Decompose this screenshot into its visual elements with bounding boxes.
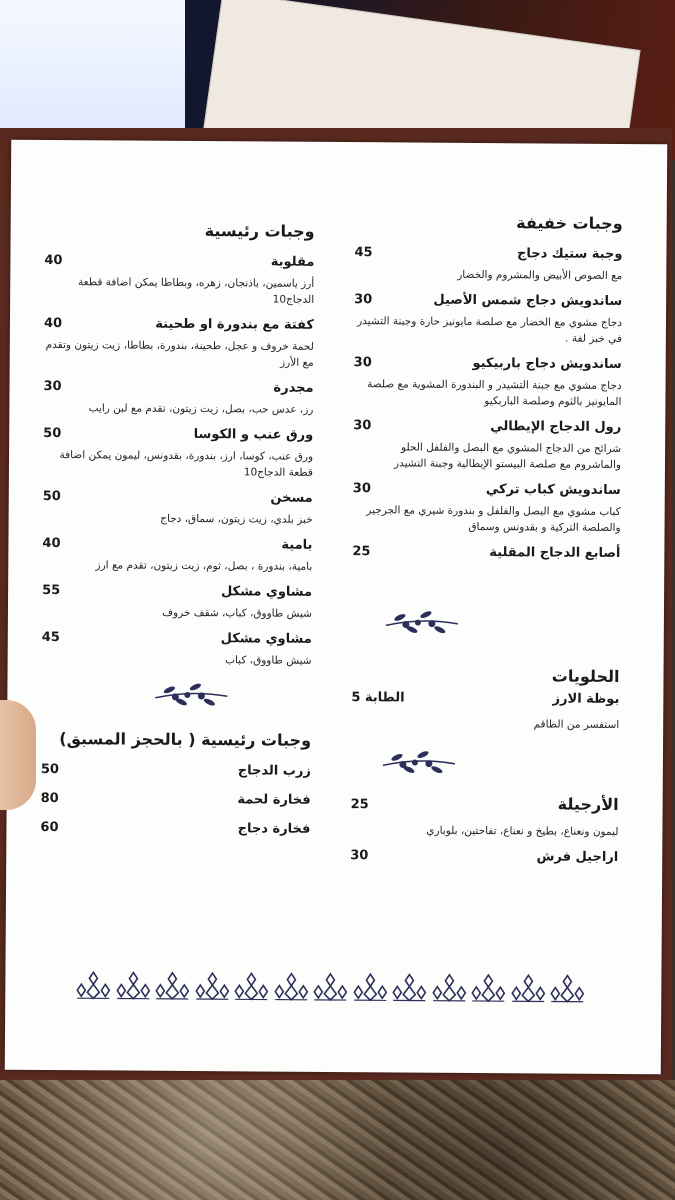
menu-item — [354, 292, 622, 347]
item-name: بامية — [281, 537, 313, 553]
section-title-reserved-meals: وجبات رئيسية ( بالحجز المسبق) — [59, 729, 312, 750]
menu-item — [43, 489, 313, 528]
item-price: 25 — [350, 797, 369, 813]
item-description: ليمون ونعناع، بطيخ و نعناع، تفاحتين، بلوباري — [426, 824, 619, 838]
item-name: ساندويش دجاج باربيكيو — [472, 355, 622, 372]
tatreez-motif-icon — [352, 972, 388, 1002]
item-name: فخارة دجاج — [237, 821, 311, 837]
item-description: شيش طاووق، كباب، شقف خروف — [162, 606, 312, 620]
menu-item — [350, 848, 618, 865]
section-title-desserts: الحلويات — [551, 666, 620, 686]
olive-branch-icon — [151, 678, 231, 713]
section-title-main-meals: وجبات رئيسية — [204, 221, 315, 241]
item-description: رز، عدس حب، بصل، زيت زيتون، تقدم مع لبن رايب — [88, 402, 314, 416]
item-price: 40 — [43, 315, 63, 332]
olive-branch-icon — [379, 745, 459, 780]
item-description: دجاج مشوي مع جبنة التشيدر و البندورة المشوية مع صلصة المايونيز بالثوم وصلصة الباربكيو — [367, 378, 622, 408]
item-name: ساندويش دجاج شمس الأصيل — [433, 292, 623, 309]
menu-item — [43, 379, 313, 418]
menu-item — [354, 245, 622, 284]
floor-shading — [0, 1080, 675, 1200]
menu-item — [42, 583, 312, 622]
item-price: 45 — [354, 245, 373, 261]
decorative-border — [75, 970, 585, 1006]
item-price: 30 — [43, 378, 62, 395]
tatreez-motif-icon — [470, 973, 506, 1003]
menu-item — [43, 426, 313, 481]
tatreez-motif-icon — [75, 970, 111, 1000]
item-price: 80 — [40, 790, 59, 807]
menu-item — [44, 253, 314, 308]
menu-item — [350, 793, 618, 840]
tatreez-motif-icon — [510, 973, 546, 1003]
item-description: بامية، بندورة ، بصل، ثوم، زيت زيتون، تقدم مع ارز — [95, 559, 313, 573]
item-name: مشاوي مشكل — [220, 584, 313, 600]
section-title-light-meals: وجبات خفيفة — [516, 213, 623, 233]
item-price: 50 — [43, 425, 62, 442]
item-description: لحمة خروف و عجل، طحينة، بندورة، بطاطا، زيت زيتون وتقدم مع الأرز — [45, 338, 314, 369]
section-title-hookah: الأرجيلة — [557, 794, 619, 814]
tatreez-motif-icon — [233, 971, 269, 1001]
menu-item — [42, 630, 312, 669]
item-name: فخارة لحمة — [237, 792, 311, 808]
menu-item — [44, 316, 314, 371]
tatreez-motif-icon — [194, 971, 230, 1001]
menu-item — [41, 791, 311, 808]
tatreez-motif-icon — [273, 972, 309, 1002]
item-name: رول الدجاج الإيطالي — [490, 419, 622, 435]
item-description: شيش طاووق، كباب — [225, 654, 312, 667]
item-name: اراجيل فرش — [536, 849, 619, 865]
menu-item — [352, 544, 620, 561]
item-price: الطابة 5 — [351, 690, 405, 706]
menu-item — [353, 355, 621, 410]
item-price: 55 — [42, 582, 61, 599]
menu-item — [40, 820, 310, 837]
item-name: مشاوي مشكل — [220, 631, 312, 647]
menu-item — [351, 690, 619, 733]
olive-branch-icon — [382, 605, 462, 640]
item-description: استفسر من الطاقم — [533, 718, 620, 731]
menu-item — [41, 762, 311, 779]
tatreez-motif-icon — [154, 971, 190, 1001]
item-name: وجبة ستيك دجاج — [516, 246, 623, 262]
item-name: مقلوبة — [270, 254, 315, 270]
tatreez-motif-icon — [312, 972, 348, 1002]
item-name: زرب الدجاج — [237, 763, 311, 779]
item-price: 40 — [42, 535, 61, 552]
item-price: 40 — [44, 252, 63, 269]
menu-item — [353, 418, 621, 473]
item-name: أصابع الدجاج المقلية — [489, 545, 621, 561]
tatreez-motif-icon — [549, 973, 585, 1003]
item-price: 50 — [42, 488, 61, 505]
item-price: 30 — [354, 292, 373, 308]
item-description: كباب مشوي مع البصل والفلفل و بندورة شيري مع الجرجير والصلصة التركية و بقدونس وسماق — [366, 504, 621, 534]
item-name: مجدرة — [273, 380, 314, 396]
item-price: 50 — [40, 761, 60, 778]
hand-thumb — [0, 700, 36, 810]
background-screen — [0, 0, 185, 140]
menu-item — [353, 481, 621, 536]
item-price: 45 — [41, 629, 60, 646]
item-description: مع الصوص الأبيض والمشروم والخضار — [457, 268, 623, 282]
item-price: 60 — [40, 819, 59, 836]
item-price: 30 — [352, 481, 371, 497]
item-name: كفتة مع بندورة او طحينة — [155, 316, 315, 333]
tatreez-motif-icon — [391, 972, 427, 1002]
item-description: ورق عنب، كوسا، ارز، بندورة، بقدونس، ليمون يمكن اضافة قطعة الدجاج10 — [59, 449, 314, 479]
item-price: 30 — [353, 418, 372, 434]
item-description: شرائح من الدجاج المشوي مع البصل والفلفل الحلو والماشروم مع صلصة البيستو الإيطالية وجبنة التشيدر — [393, 441, 622, 471]
item-description: أرز ياسمين، باذنجان، زهره، وبطاطا يمكن اضافة قطعة الدجاج10 — [78, 276, 315, 306]
tatreez-motif-icon — [115, 970, 151, 1000]
item-price: 25 — [352, 544, 371, 560]
tatreez-motif-icon — [431, 973, 467, 1003]
item-price: 30 — [353, 355, 372, 371]
left-column — [40, 220, 314, 847]
right-column — [350, 212, 623, 875]
item-name: ورق عنب و الكوسا — [193, 427, 314, 443]
menu-page — [5, 140, 667, 1075]
item-name: ساندويش كباب تركي — [485, 482, 621, 498]
item-description: دجاج مشوي مع الخضار مع صلصة مايونيز حارة وجبنة التشيدر في خبز لفة . — [357, 315, 623, 345]
item-description: خبز بلدي، زيت زيتون، سماق، دجاج — [160, 512, 313, 526]
item-price: 30 — [350, 848, 369, 864]
item-name: بوظة الارز — [552, 691, 620, 707]
menu-item — [42, 536, 312, 575]
item-name: مسخن — [270, 490, 313, 506]
